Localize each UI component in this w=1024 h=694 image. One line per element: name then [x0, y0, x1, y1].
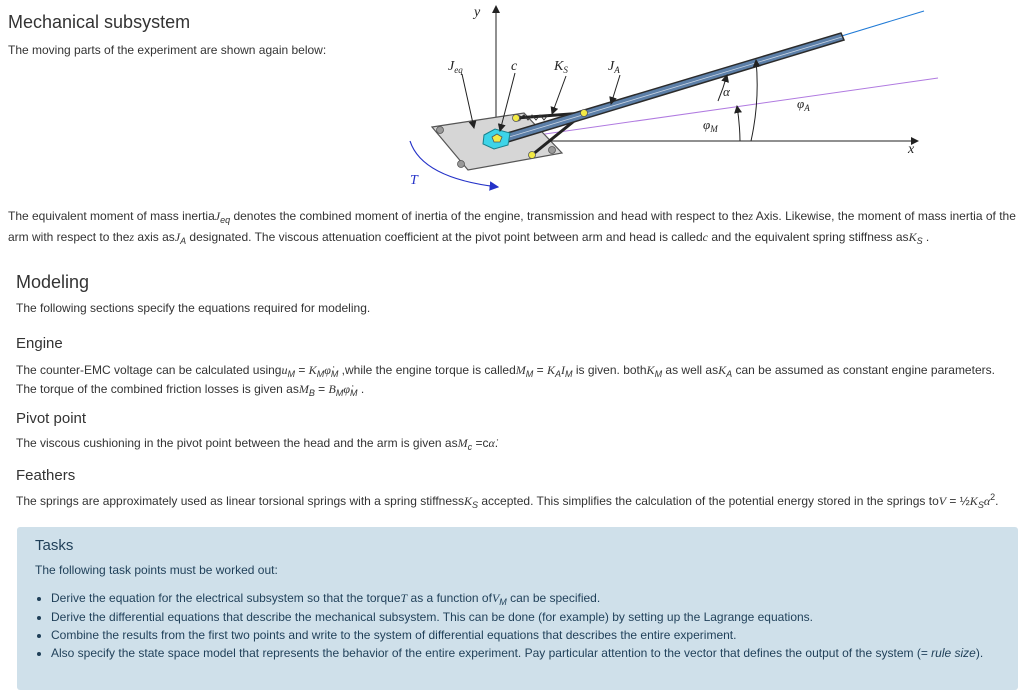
tasks-heading: Tasks — [35, 537, 74, 554]
mechanical-subsystem-title: Mechanical subsystem — [8, 12, 191, 32]
modeling-title: Modeling — [16, 272, 90, 292]
task-item: • Derive the differential equations that describe the mechanical subsystem. This can be done (for example) by setting up the Lagrange equations. — [51, 610, 1000, 625]
tasks-intro-text: The following task points must be worked out: — [35, 563, 278, 577]
ja-label: $J_A$ — [608, 59, 620, 75]
bolt-icon — [458, 161, 465, 168]
c-label: c — [511, 59, 518, 74]
joint-dot — [581, 110, 588, 117]
mechanical-intro-text: The moving parts of the experiment are shown again below: — [8, 43, 327, 57]
joint-dot — [529, 152, 536, 159]
alpha-label: α — [723, 84, 730, 99]
engine-paragraph: The counter-EMC voltage can be calculated usingu$_M$ = $K_M\varphi̇_M$ ,while the engine torque is calledM$_M$ = $K_AI_M$ is given. bothK$_M$ as well asK$_A$ can be assumed as constant engine parameters. The torque of the combined friction losses is given $asM_B = B_M\varphi̇_M$ . — [16, 363, 995, 398]
joint-dot — [513, 115, 520, 122]
bolt-icon — [437, 127, 444, 134]
phim-label: $\varphi_M$ — [703, 117, 718, 134]
engine-heading: Engine — [16, 335, 63, 352]
torque-label: T — [410, 173, 418, 188]
ks-pointer — [552, 76, 566, 114]
phia-label: $\varphi_A$ — [797, 96, 810, 113]
task-item: • Also specify the state space model that represents the behavior of the entire experiment. Pay particular attention to the vector that defines the output of the system (= rule size). — [51, 646, 1000, 661]
task-item: • Combine the results from the first two points and write to the system of differential equations that describes the entire experiment. — [51, 628, 1000, 643]
inertia-paragraph: The equivalent moment of mass inertiaJ$_{eq}$ denotes the combined moment of inertia of the engine, transmission and head with respect to thez Axis. Likewise, the moment of mass inertia of the arm with respect to thez axis asJ$_A$ designated. The viscous attenuation coefficient at the pivot point between arm and head is calledc and the equivalent spring stiffness asK$_S$ . — [8, 209, 1016, 246]
jeq-label: $J_{eq}$ — [448, 59, 463, 75]
arm — [494, 33, 844, 145]
mechanism-diagram — [400, 0, 960, 198]
phia-arc — [751, 60, 757, 141]
modeling-intro-text: The following sections specify the equations required for modeling. — [16, 301, 371, 315]
bolt-icon — [549, 147, 556, 154]
tasks-list — [35, 591, 1000, 661]
ks-label: $K_S$ — [554, 59, 568, 75]
y-axis-label: y — [474, 5, 481, 20]
phim-arc — [737, 106, 740, 141]
jeq-pointer — [462, 74, 474, 128]
feathers-heading: Feathers — [16, 467, 76, 484]
pivot-point-paragraph: The viscous cushioning in the pivot point between the head and the arm is given asM$_c$ =cα̇. — [16, 436, 499, 452]
tasks-box — [17, 527, 1018, 690]
feathers-paragraph: The springs are approximately used as linear torsional springs with a spring stiffnessK$_S$ accepted. This simplifies the calculation of the potential energy stored in the springs toV = $\frac{1}{2}K_S\alpha^2$. — [16, 492, 999, 510]
x-axis-label: x — [908, 142, 915, 157]
task-item: • Derive the equation for the electrical subsystem so that the torqueT as a function ofV$_M$ can be specified. — [51, 591, 1000, 607]
pivot-point-heading: Pivot point — [16, 410, 87, 427]
